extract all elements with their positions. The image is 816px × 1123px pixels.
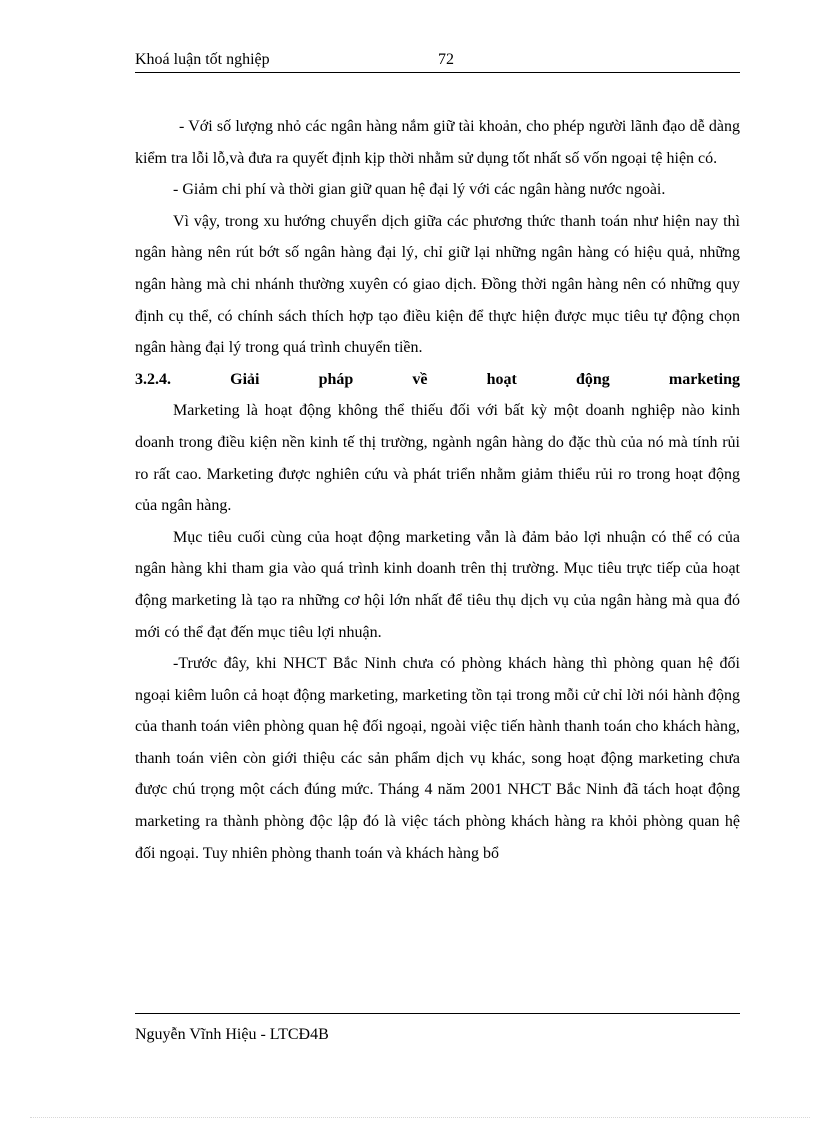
section-heading: 3.2.4. Giải pháp về hoạt động marketing xyxy=(135,370,740,388)
paragraph-bullet-1: - Với số lượng nhỏ các ngân hàng nắm giữ tài khoản, cho phép người lãnh đạo dễ dàng kiểm tra lỗi lỗ,và đưa ra quyết định kịp thời nhằm sử dụng tốt nhất số vốn ngoại tệ hiện có. xyxy=(135,118,740,167)
paragraph-correspondent-banks: Vì vậy, trong xu hướng chuyển dịch giữa các phương thức thanh toán như hiện nay thì ngân hàng nên rút bớt số ngân hàng đại lý, chỉ giữ lại những ngân hàng có hiệu quả, những ngân hàng mà chi nhánh thường xuyên có giao dịch. Đồng thời ngân hàng nên có những quy định cụ thể, có chính sách thích hợp tạo điều kiện để thực hiện được mục tiêu tự động chọn ngân hàng đại lý trong quá trình chuyển tiền. xyxy=(135,212,740,357)
page-edge-divider xyxy=(30,1117,810,1118)
paragraph-marketing-history: -Trước đây, khi NHCT Bắc Ninh chưa có phòng khách hàng thì phòng quan hệ đối ngoại kiêm luôn cả hoạt động marketing, marketing tồn tại trong mỗi cử chỉ lời nói hành động của thanh toán viên phòng quan hệ đối ngoại, ngoài việc tiến hành thanh toán cho khách hàng, thanh toán viên còn giới thiệu các sản phẩm dịch vụ khác, song hoạt động marketing chưa được chú trọng một cách đúng mức. Tháng 4 năm 2001 NHCT Bắc Ninh đã tách hoạt động marketing ra thành phòng độc lập đó là việc tách phòng khách hàng ra khỏi phòng quan hệ đối ngoại. Tuy nhiên phòng thanh toán và khách hàng bổ xyxy=(135,655,740,862)
page-header xyxy=(135,50,740,73)
paragraph-marketing-intro: Marketing là hoạt động không thể thiếu đối với bất kỳ một doanh nghiệp nào kinh doanh trong điều kiện nền kinh tế thị trường, ngành ngân hàng do đặc thù của nó mà tính rủi ro rất cao. Marketing được nghiên cứu và phát triển nhằm giảm thiểu rủi ro trong hoạt động của ngân hàng. xyxy=(135,402,740,515)
paragraph-marketing-goal: Mục tiêu cuối cùng của hoạt động marketing vẫn là đảm bảo lợi nhuận có thể có của ngân hàng khi tham gia vào quá trình kinh doanh trên thị trường. Mục tiêu trực tiếp của hoạt động marketing là tạo ra những cơ hội lớn nhất để tiêu thụ dịch vụ của ngân hàng mà qua đó mới có thể đạt đến mục tiêu lợi nhuận. xyxy=(135,528,740,641)
document-title: Khoá luận tốt nghiệp xyxy=(135,51,270,68)
author-name: Nguyễn Vĩnh Hiệu - LTCĐ4B xyxy=(135,1026,329,1043)
page-body xyxy=(135,111,740,869)
paragraph-bullet-2: - Giảm chi phí và thời gian giữ quan hệ đại lý với các ngân hàng nước ngoài. xyxy=(173,181,666,199)
page-footer xyxy=(135,1013,740,1043)
page-number: 72 xyxy=(438,51,454,68)
